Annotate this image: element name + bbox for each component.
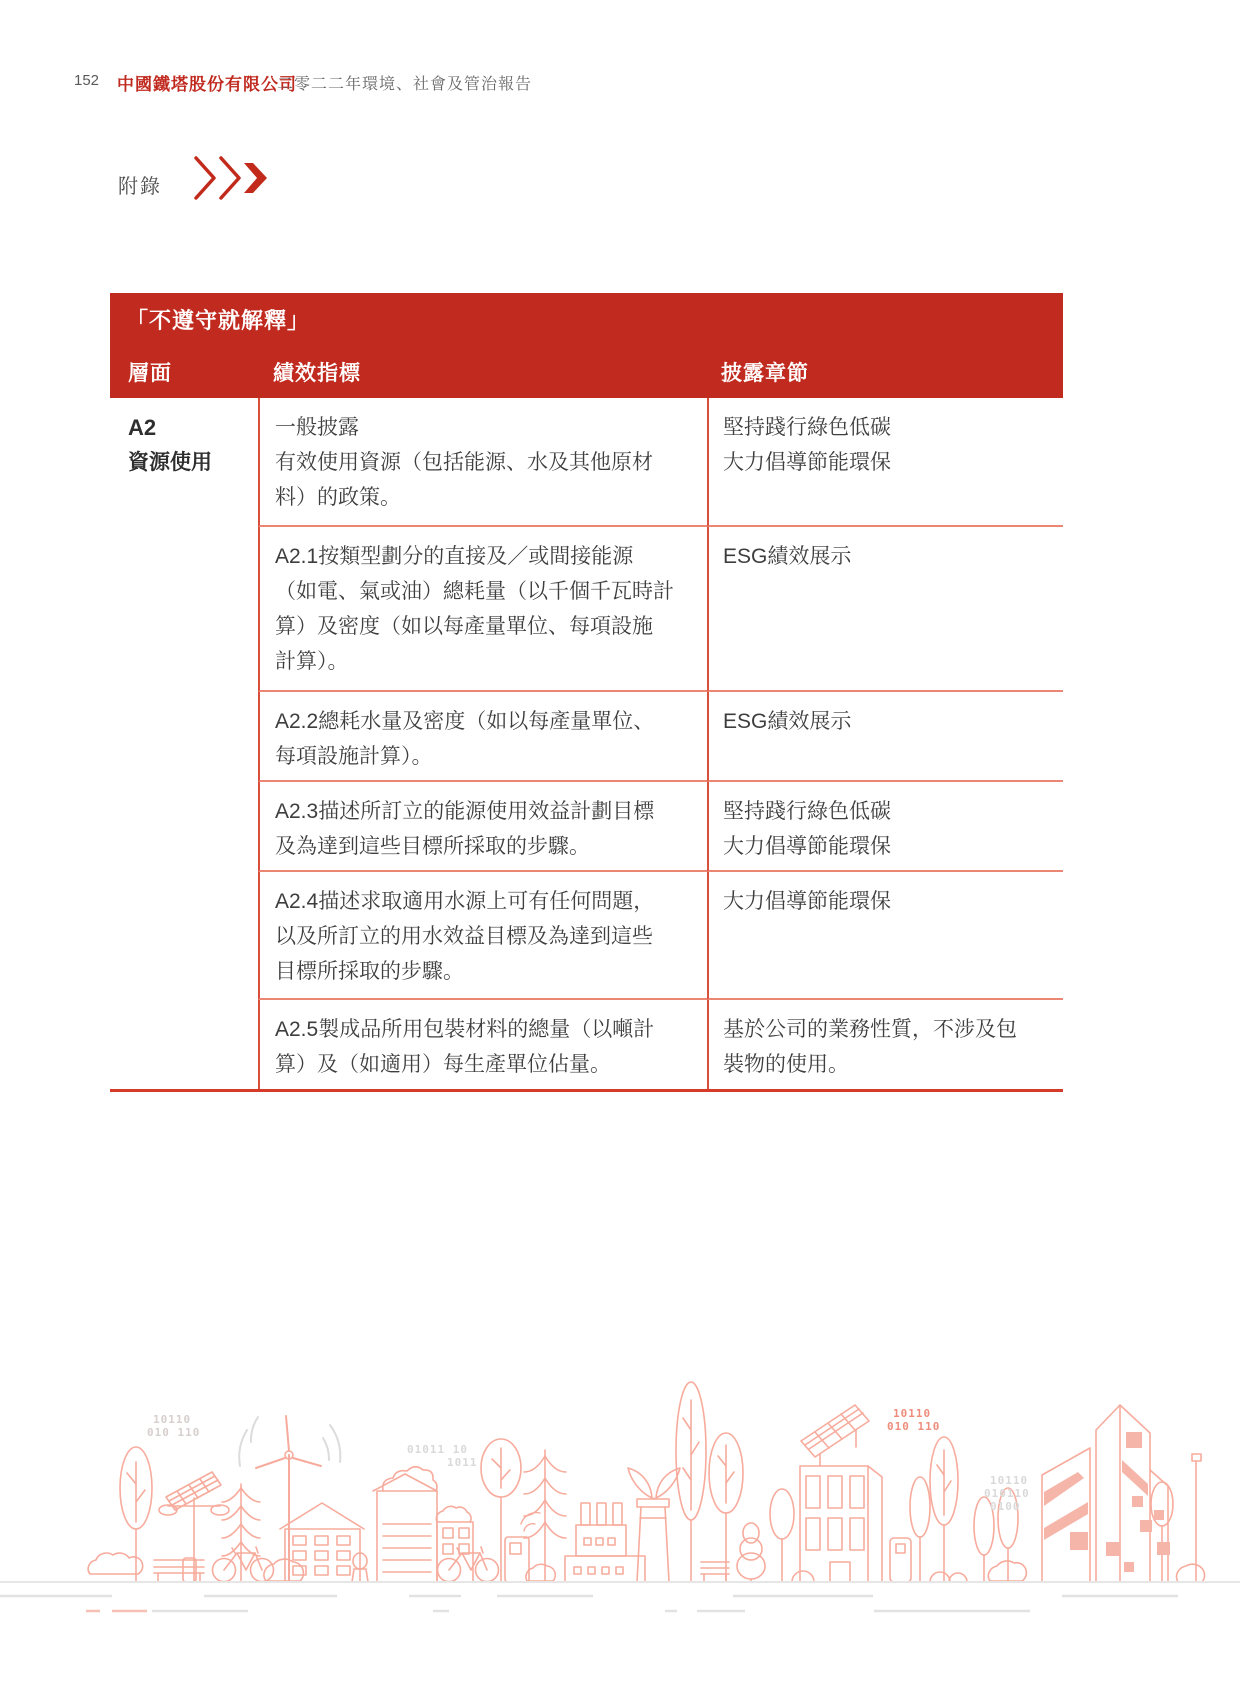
- table-column-headers: [110, 345, 1063, 398]
- kpi-line: 計算）。: [275, 650, 349, 673]
- table-title: 「不遵守就解釋」: [126, 307, 311, 333]
- chapter-line: 大力倡導節能環保: [723, 890, 891, 913]
- col-header-aspect: 層面: [128, 361, 172, 385]
- kpi-line: 有效使用資源（包括能源、水及其他原材: [275, 451, 653, 474]
- cityscape-illustration: [0, 1270, 1240, 1620]
- bush-icon: [1177, 1564, 1205, 1582]
- kpi-cell: [258, 398, 707, 527]
- aspect-cell: [110, 872, 258, 1000]
- table-row: [110, 692, 1063, 782]
- chapter-line: 堅持踐行綠色低碳: [723, 800, 891, 823]
- svg-text:010 110: 010 110: [147, 1426, 201, 1439]
- company-name: 中國鐵塔股份有限公司: [117, 75, 297, 94]
- bush-icon: [88, 1553, 143, 1574]
- kpi-line: A2.3描述所訂立的能源使用效益計劃目標: [275, 800, 655, 823]
- kpi-cell: [258, 872, 707, 1000]
- kpi-line: A2.4描述求取適用水源上可有任何問題，: [275, 890, 655, 913]
- svg-text:10110: 10110: [153, 1413, 192, 1426]
- kpi-cell: [258, 1000, 707, 1089]
- kpi-line: A2.2總耗水量及密度（如以每產量單位、: [275, 710, 655, 733]
- solar-street-lamp-icon: [159, 1472, 229, 1582]
- binary-decoration: [984, 1474, 1030, 1513]
- table-body: [110, 398, 1063, 1092]
- kpi-line: 及為達到這些目標所採取的步驟。: [275, 835, 590, 858]
- kpi-line: 算）及（如適用）每生產單位佔量。: [275, 1053, 611, 1076]
- chapter-cell: [707, 692, 1063, 782]
- aspect-name: 資源使用: [128, 451, 212, 474]
- aspect-cell: [110, 527, 258, 692]
- table-header: [110, 293, 1063, 398]
- sprout-chimney-icon: [628, 1468, 680, 1582]
- col-header-kpi: 績效指標: [273, 361, 361, 385]
- svg-text:10110: 10110: [893, 1407, 932, 1420]
- tree-icon: [481, 1439, 521, 1582]
- striped-building-icon: [373, 1467, 473, 1582]
- chapter-line: 堅持踐行綠色低碳: [723, 416, 891, 439]
- aspect-cell: [110, 782, 258, 872]
- bench-icon: [701, 1562, 729, 1582]
- table-row: [110, 782, 1063, 872]
- tree-icon: [930, 1437, 958, 1582]
- kpi-line: 算）及密度（如以每產量單位、每項設施: [275, 615, 653, 638]
- table-row: [110, 527, 1063, 692]
- bicycle-icon: [438, 1547, 499, 1582]
- chapter-cell: [707, 1000, 1063, 1089]
- kpi-cell: [258, 782, 707, 872]
- charging-station-icon: [505, 1513, 540, 1582]
- aspect-cell: [110, 398, 258, 527]
- bush-icon: [949, 1573, 967, 1582]
- tree-icon: [910, 1477, 930, 1582]
- pine-tree-icon: [222, 1484, 260, 1582]
- kpi-line: A2.1按類型劃分的直接及／或間接能源: [275, 545, 634, 568]
- svg-text:0100: 0100: [990, 1500, 1021, 1513]
- kpi-line: 以及所訂立的用水效益目標及為達到這些: [275, 925, 653, 948]
- aspect-cell: [110, 692, 258, 782]
- table-row: [110, 398, 1063, 527]
- kpi-line: 目標所採取的步驟。: [275, 960, 464, 983]
- kpi-cell: [258, 692, 707, 782]
- chapter-line: ESG績效展示: [723, 710, 852, 733]
- svg-text:01011 10: 01011 10: [407, 1443, 468, 1456]
- kpi-cell: [258, 527, 707, 692]
- appendix-label: 附錄: [118, 176, 162, 198]
- table-row: [110, 872, 1063, 1000]
- pine-tree-icon: [524, 1450, 566, 1582]
- esg-index-table: [110, 293, 1063, 1092]
- chapter-cell: [707, 782, 1063, 872]
- col-header-chapter: 披露章節: [721, 361, 809, 385]
- svg-text:010110: 010110: [984, 1487, 1030, 1500]
- kpi-line: A2.5製成品所用包裝材料的總量（以噸計: [275, 1018, 655, 1041]
- bush-icon: [526, 1564, 555, 1581]
- solar-building-icon: [800, 1405, 882, 1582]
- sign-pole-icon: [1192, 1454, 1201, 1582]
- chapter-line: 基於公司的業務性質，不涉及包: [723, 1018, 1017, 1041]
- tree-icon: [770, 1489, 794, 1582]
- factory-icon: [565, 1503, 645, 1582]
- tree-icon: [120, 1447, 152, 1582]
- binary-decoration: [147, 1413, 200, 1439]
- chapter-line: ESG績效展示: [723, 545, 852, 568]
- kpi-line: 每項設施計算）。: [275, 745, 433, 768]
- svg-text:1011: 1011: [447, 1456, 478, 1469]
- bush-icon: [930, 1572, 950, 1582]
- table-row: [110, 1000, 1063, 1089]
- chapter-cell: [707, 872, 1063, 1000]
- tree-icon: [676, 1382, 706, 1582]
- kpi-line: （如電、氣或油）總耗量（以千個千瓦時計: [275, 580, 674, 603]
- report-title: 二零二二年環境、社會及管治報告: [277, 76, 533, 93]
- chapter-cell: [707, 398, 1063, 527]
- road-dashes: [0, 1596, 1178, 1611]
- aspect-code: A2: [128, 415, 157, 440]
- kpi-line: 料）的政策。: [275, 486, 401, 509]
- binary-decoration: [407, 1443, 478, 1469]
- bush-icon: [792, 1571, 814, 1582]
- tree-icon: [1151, 1482, 1173, 1582]
- kpi-line: 一般披露: [275, 416, 359, 439]
- chapter-line: 大力倡導節能環保: [723, 835, 891, 858]
- chapter-cell: [707, 527, 1063, 692]
- aspect-cell: [110, 1000, 258, 1089]
- house-icon: [280, 1503, 364, 1582]
- charging-pillar-icon: [887, 1538, 914, 1582]
- svg-text:010 110: 010 110: [887, 1420, 941, 1433]
- page-number: 152: [74, 72, 100, 89]
- chapter-line: 大力倡導節能環保: [723, 451, 891, 474]
- wind-turbine-icon: [256, 1416, 321, 1582]
- chevrons-icon: [192, 155, 270, 201]
- svg-text:10110: 10110: [990, 1474, 1029, 1487]
- chapter-line: 裝物的使用。: [723, 1053, 849, 1076]
- binary-decoration: [887, 1407, 940, 1433]
- pine-bush-icon: [737, 1523, 765, 1582]
